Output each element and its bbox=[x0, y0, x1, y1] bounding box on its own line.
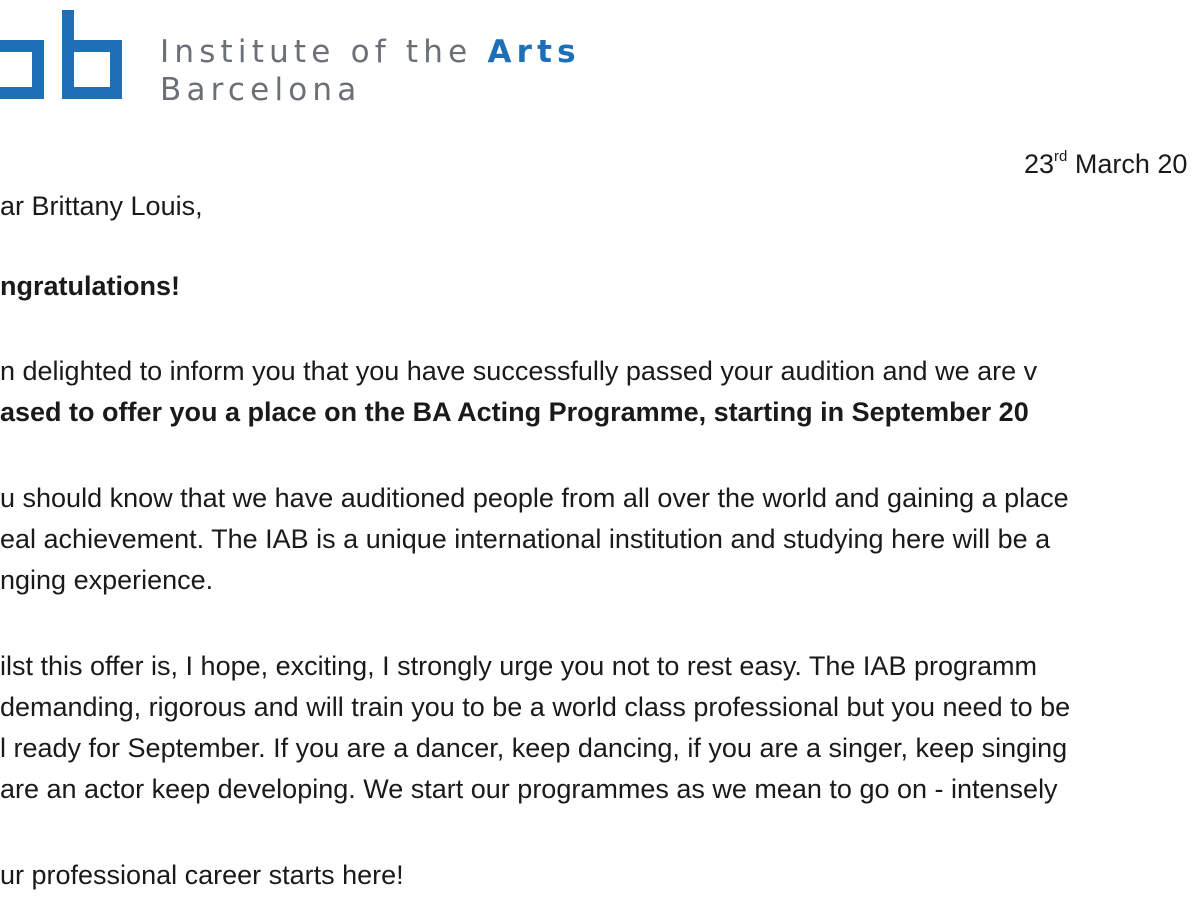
date-day: 23 bbox=[1024, 149, 1055, 179]
institution-city: Barcelona bbox=[160, 72, 362, 108]
paragraph-2-line-2: eal achievement. The IAB is a unique international institution and studying here will be a bbox=[0, 524, 1051, 554]
date-rest: March 20 bbox=[1067, 149, 1188, 179]
paragraph-3-line-1: ilst this offer is, I hope, exciting, I strongly urge you not to rest easy. The IAB programm bbox=[0, 651, 1037, 681]
paragraph-2-line-3: nging experience. bbox=[0, 565, 214, 595]
paragraph-1-line-2: ased to offer you a place on the BA Acting Programme, starting in September 20 bbox=[0, 397, 1029, 427]
salutation: ar Brittany Louis, bbox=[0, 191, 203, 221]
date-suffix: rd bbox=[1054, 148, 1068, 165]
institution-name-accent: Arts bbox=[487, 34, 581, 70]
paragraph-3-line-2: demanding, rigorous and will train you to be a world class professional but you need to be bbox=[0, 692, 1071, 722]
paragraph-4-line-1: ur professional career starts here! bbox=[0, 860, 404, 890]
paragraph-2-line-1: u should know that we have auditioned people from all over the world and gaining a place bbox=[0, 483, 1069, 513]
institution-name-prefix: Institute of the bbox=[160, 34, 488, 70]
congratulations-heading: ngratulations! bbox=[0, 271, 180, 301]
letter-date bbox=[1024, 144, 1187, 185]
paragraph-1-line-1: n delighted to inform you that you have successfully passed your audition and we are v bbox=[0, 356, 1038, 386]
paragraph-3-line-4: are an actor keep developing. We start our programmes as we mean to go on - intensely bbox=[0, 774, 1058, 804]
paragraph-3-line-3: l ready for September. If you are a dancer, keep dancing, if you are a singer, keep singing bbox=[0, 733, 1068, 763]
